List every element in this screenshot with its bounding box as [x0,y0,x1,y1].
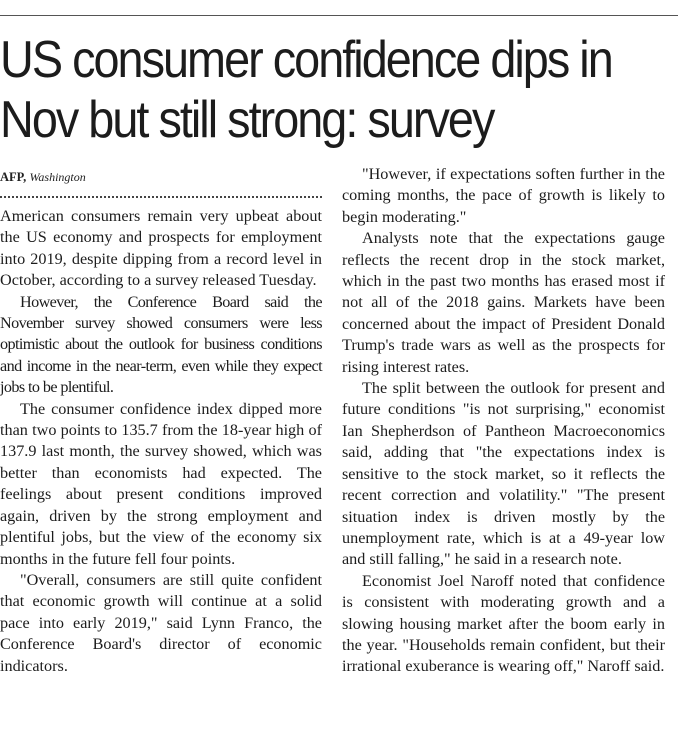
headline-line-2: Nov but still strong: survey [0,91,494,149]
byline-agency: AFP, [0,170,27,184]
byline [0,169,86,185]
paragraph: Analysts note that the expectations gauge reflects the recent drop in the stock market, which in the past two months has erased most if not all of the 2018 gains. Markets have been concerned about the impact of President Donald Trump's trade wars as well as the prospects for rising interest rates. [342,229,665,376]
paragraph: "However, if expectations soften further in the coming months, the pace of growth is likely to begin moderating." [342,165,665,226]
headline [0,30,610,150]
headline-line-1: US consumer confidence dips in [0,31,612,89]
paragraph: The split between the outlook for present and future conditions "is not surprising," economist Ian Shepherdson of Pantheon Macroeconomics said, adding that "the expectations index is sensitive to the stock market, so it reflects the recent correction and volatility." "The present situation index is driven mostly by the unemployment rate, which is at a 49-year low and still falling," he said in a research note. [342,379,665,569]
top-rule [0,15,678,16]
paragraph: "Overall, consumers are still quite confident that economic growth will continue at a solid pace into early 2019," said Lynn Franco, the Conference Board's director of economic indicators. [0,570,322,675]
article-column-right [342,164,665,678]
paragraph: Economist Joel Naroff noted that confidence is consistent with moderating growth and a slowing housing market after the boom early in the year. "Households remain confident, but their irrational exuberance is wearing off," Naroff said. [342,571,665,676]
paragraph: American consumers remain very upbeat about the US economy and prospects for employment into 2019, despite dipping from a record level in October, according to a survey released Tuesday. [0,207,322,290]
byline-divider [0,196,322,198]
byline-location: Washington [29,170,86,184]
article-column-left [0,206,322,677]
paragraph: However, the Conference Board said the November survey showed consumers were less optimistic about the outlook for business conditions and income in the near-term, even while they expect jobs to be plentiful. [0,292,322,397]
paragraph: The consumer confidence index dipped more than two points to 135.7 from the 18-year high of 137.9 last month, the survey showed, which was better than economists had expected. The feelings about present conditions improved again, driven by the strong employment and plentiful jobs, but the view of the economy six months in the future fell four points. [0,399,322,568]
